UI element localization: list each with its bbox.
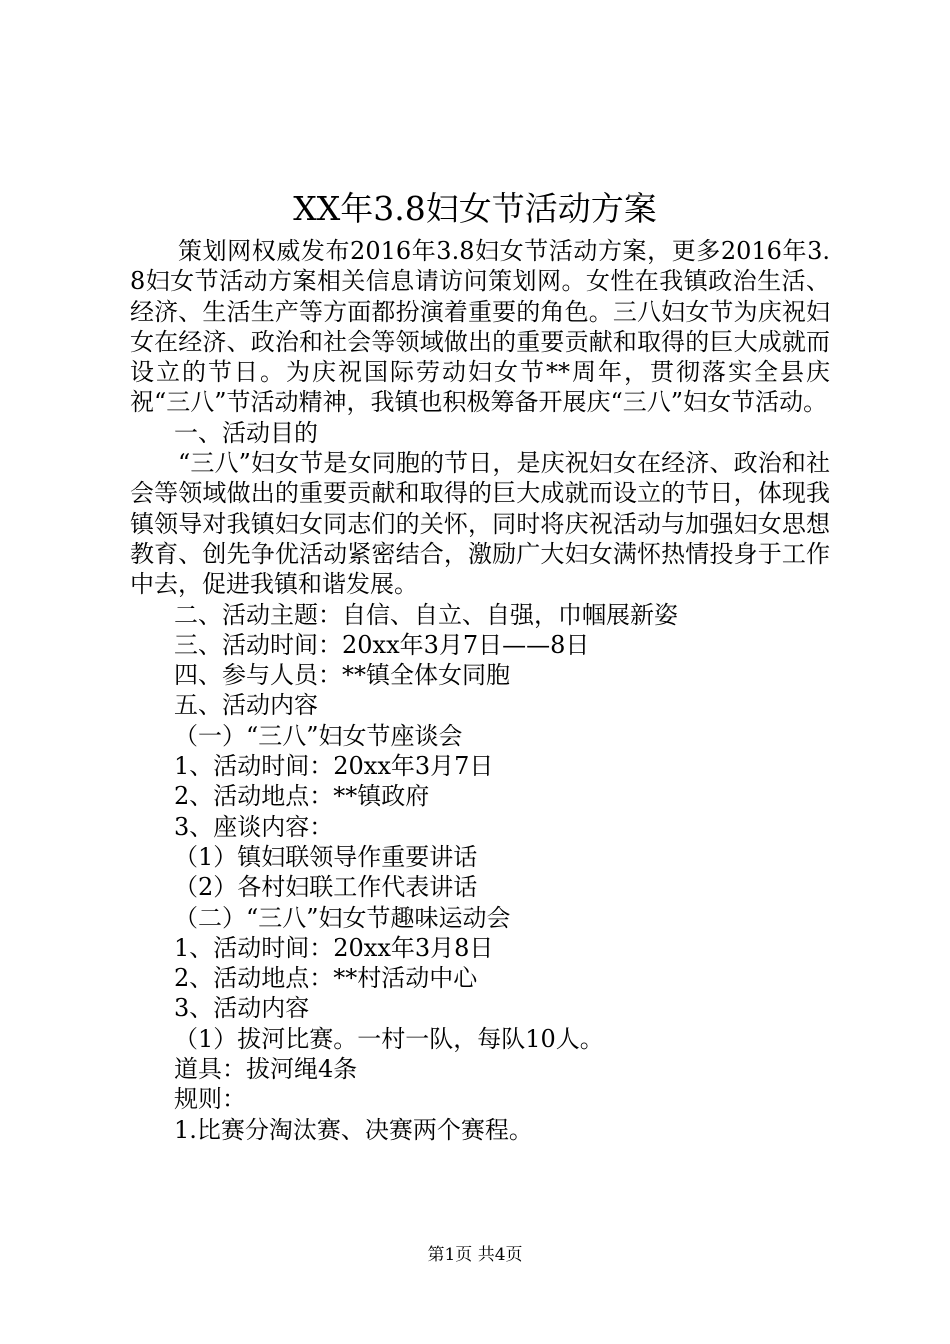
rule-1-line: 1.比赛分淘汰赛、决赛两个赛程。	[174, 1115, 533, 1144]
forum-place-line: 2、活动地点：**镇政府	[174, 782, 430, 811]
page-footer: 第1页 共4页	[427, 1245, 523, 1265]
intro-paragraph: 策划网权威发布2016年3.8妇女节活动方案，更多2016年3.8妇女节活动方案相关信息请访问策划网。女性在我镇政治生活、经济、生活生产等方面都扮演着重要的角色。三八妇女节为庆祝妇女在经济、政治和社会等领域做出的重要贡献和取得的巨大成就而设立的节日。为庆祝国际劳动妇女节**周年，贯彻落实全县庆祝“三八”节活动精神，我镇也积极筹备开展庆“三八”妇女节活动。	[130, 237, 830, 417]
props-line: 道具：拔河绳4条	[174, 1055, 358, 1084]
forum-item-2: （2）各村妇联工作代表讲话	[174, 873, 478, 902]
participants-line: 四、参与人员：**镇全体女同胞	[174, 661, 510, 690]
time-line: 三、活动时间：20xx年3月7日——8日	[174, 630, 590, 659]
rules-heading: 规则：	[174, 1085, 246, 1114]
sports-time-line: 1、活动时间：20xx年3月8日	[174, 933, 494, 962]
theme-line: 二、活动主题：自信、自立、自强，巾帼展新姿	[174, 600, 678, 629]
document-body	[130, 236, 830, 1145]
forum-content-line: 3、座谈内容：	[174, 812, 334, 841]
sports-place-line: 2、活动地点：**村活动中心	[174, 964, 478, 993]
tug-of-war-line: （1）拔河比赛。一村一队，每队10人。	[174, 1024, 604, 1053]
content-heading: 五、活动内容	[174, 691, 318, 720]
document-title: XX年3.8妇女节活动方案	[293, 189, 657, 228]
section-heading-purpose: 一、活动目的	[174, 418, 318, 447]
purpose-paragraph: “三八”妇女节是女同胞的节日，是庆祝妇女在经济、政治和社会等领域做出的重要贡献和取得的巨大成就而设立的节日，体现我镇领导对我镇妇女同志们的关怀，同时将庆祝活动与加强妇女思想教育、创先争优活动紧密结合，激励广大妇女满怀热情投身于工作中去，促进我镇和谐发展。	[130, 449, 830, 599]
sports-content-line: 3、活动内容	[174, 994, 310, 1023]
forum-heading: （一）“三八”妇女节座谈会	[174, 721, 463, 750]
forum-item-1: （1）镇妇联领导作重要讲话	[174, 842, 478, 871]
forum-time-line: 1、活动时间：20xx年3月7日	[174, 752, 494, 781]
sports-heading: （二）“三八”妇女节趣味运动会	[174, 903, 511, 932]
